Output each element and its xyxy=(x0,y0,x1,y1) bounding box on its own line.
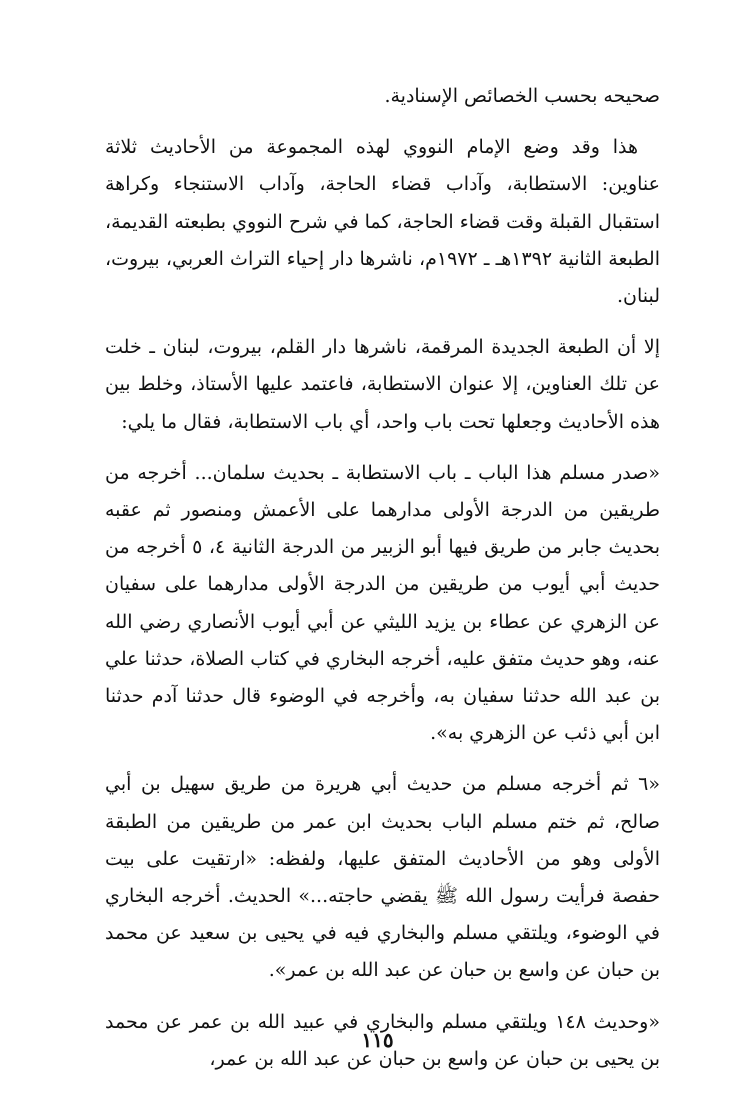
quote-muslim-chapter: «صدر مسلم هذا الباب ـ باب الاستطابة ـ بحديث سلمان... أخرجه من طريقين من الدرجة الأولى مدارهما على الأعمش ومنصور ثم عقبه بحديث جابر من طريق فيها أبو الزبير من الدرجة الثانية ٤، ٥ أخرجه من حديث أبي أيوب من طريقين من الدرجة الأولى مدارهما على سفيان عن الزهري عن عطاء بن يزيد الليثي عن أبي أيوب الأنصاري رضي الله عنه، وهو حديث متفق عليه، أخرجه البخاري في كتاب الصلاة، حدثنا علي بن عبد الله حدثنا سفيان به، وأخرجه في الوضوء قال حدثنا آدم حدثنا ابن أبي ذئب عن الزهري به». xyxy=(105,461,660,745)
paragraph-nawawi-titles: هذا وقد وضع الإمام النووي لهذه المجموعة من الأحاديث ثلاثة عناوين: الاستطابة، وآداب قضاء الحاجة، وآداب الاستنجاء وكراهة استقبال القبلة وقت قضاء الحاجة، كما في شرح النووي بطبعته القديمة، الطبعة الثانية ١٣٩٢هـ ـ ١٩٧٢م، ناشرها دار إحياء التراث العربي، بيروت، لبنان. xyxy=(105,136,661,308)
quote-abu-hurayra: «٦ ثم أخرجه مسلم من حديث أبي هريرة من طريق سهيل بن أبي صالح، ثم ختم مسلم الباب بحديث ابن عمر من طريقين من الطبقة الأولى وهو من الأحاديث المتفق عليها، ولفظه: «ارتقيت على بيت حفصة فرأيت رسول الله ﷺ يقضي حاجته...» الحديث. أخرجه البخاري في الوضوء، ويلتقي مسلم والبخاري فيه في يحيى بن سعيد عن محمد بن حبان عن واسع بن حبان عن عبد الله بن عمر». xyxy=(105,773,660,982)
paragraph-new-edition: إلا أن الطبعة الجديدة المرقمة، ناشرها دار القلم، بيروت، لبنان ـ خلت عن تلك العناوين، إلا عنوان الاستطابة، فاعتمد عليها الأستاذ، وخلط بين هذه الأحاديث وجعلها تحت باب واحد، أي باب الاستطابة، فقال ما يلي: xyxy=(105,336,660,433)
quote-hadith-148: «وحديث ١٤٨ ويلتقي مسلم والبخاري في عبيد الله بن عمر عن محمد بن يحيى بن حبان عن واسع بن حبان عن عبد الله بن عمر، xyxy=(105,1010,660,1070)
page-number: ١١٥ xyxy=(361,1028,394,1052)
paragraph-continuation: صحيحه بحسب الخصائص الإسنادية. xyxy=(384,85,660,107)
